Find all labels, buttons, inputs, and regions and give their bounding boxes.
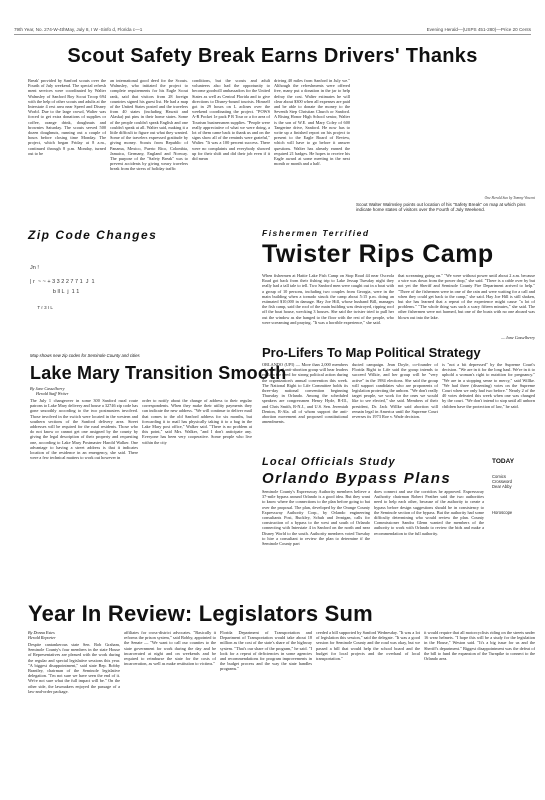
masthead [14, 27, 531, 32]
zip-map-caption: Map shows new zip codes for Seminole County and cities [30, 353, 140, 358]
photo-credit: One Herald Sun by Tommy Vincent [484, 196, 535, 200]
main-headline: Scout Safety Break Earns Drivers' Thanks [67, 45, 478, 67]
twister-col-1: When fishermen at Hattie Lake Fish Camp on Stop Road 44 near Osceola Road got back from their fishing trip to Lake Jessup Tuesday night they really had a tall tale to tell. Two Sanford men were caught out in a boat with a group of 10 persons, including two couples from Georgia, were in the main building when a tornado struck the camp about 5:15 p.m. doing an estimated $10,000 in damage. Hay Joe Hill, whose husband Bill, manages the fish camp, said the roof of the main building was destroyed, ripping roof off the boat house, wrecking 3 houses. She said the twister tried to pull her out the window as she hanged to the floor with the rest of the people, who were screaming and praying. "It was a horrible experience," she said. [262, 273, 394, 325]
zip-headline: Zip Code Changes [28, 228, 158, 242]
zip-map-line-4: T r 3 I L [30, 305, 53, 310]
index-item: Comics [492, 474, 506, 479]
year-review-byline-title: Herald Reporter [28, 635, 56, 640]
year-review-col-4: ceeded a bill supported by Sanford Wednesday. "It was a lot of legislation this session," said the delegate. "It was a good session for Seminole County and the road was okay, but we passed a bill that would help the school board and the budget for local projects and the overhaul of local transportation." [316, 630, 420, 662]
photo-caption: Scout Walter Walmsley points out location of his "Safety Break" on map at which pins indicate home states of visitors over the Fourth of July Weekend. [356, 202, 526, 213]
main-story-col-2: an international good deed for the Scouts. Walmsley, who initiated the project to complete requirements for his Eagle Scout rank, said that visitors from 28 foreign countries signed his guest list. He had a map of the United States posted and the travelers from 40 states (including Hawaii and Alaska) put pins in their home states. Some of the people couldn't speak English and one couldn't speak at all. Walter said, making it a little difficult to figure out what they wanted. Some of the travelers expressed gratitude by giving money. Scouts from Republic of Panama, Mexico, Puerto Rico, Colombia, Jamaica, Germany, England and Norway. The purpose of the "Safety Break" was to prevent accidents by giving weary travelers break from the stress of holiday traffic [110, 78, 188, 172]
main-story-col-3: conditions, but the scouts and adult volunteers also had the opportunity to become goodwill ambassadors for the United States as well as Central Florida and to give directions to Disney-bound tourists. Himself got in 29 hours on L aclines over the weekend coordinating the project. "POWS A-R Pocket 1e pack P R Tour or a for area of Tourism businessmen supplies. "People were really appreciative of what we were doing, a lot of them came back to thank us and on the signs show all of the reminds were grateful," Walter. "It was a 100 percent success. There were no complaints and everybody showed up for their shift and did their job even if it did mean [192, 78, 270, 162]
twister-col-2: that screaming going on." "We were without power until about 2 a.m. because a wire was down from the power drop," she said. "There is a cable over by but not yet the Sheriff and Seminole County Fire Department arrived to help." "Three of the fishermen were in one of the rain and were waiting for a call and when they could get back to the camp," she said. Hay Joe Hill is still shaken, but she has learned that a repeat of the experience might cause "a lot of problems." "The whole thing was such a scary fifteen minutes," she said. The other fishermen were not harmed, but one of the boats with no one aboard was blown out into the lake. [398, 273, 535, 320]
year-review-col-5: it would require that all motorcyclists riding on the streets under 16 wear helmets. "I hope this will be a study for the legislation in the House," Weston said. "It's a big issue for us and the Sheriff's department." Biggest disappointment was the defeat of the bill to fund the expansion of the Turnpike to connect to the Orlando area. [424, 630, 535, 662]
year-review-byline: By Donna Estes [28, 630, 55, 635]
index-item: Dear Abby [492, 484, 512, 490]
masthead-right: Evening Herald—(USPS 451-280)—Price 20 Cents [426, 27, 531, 32]
zip-code-map [30, 255, 180, 335]
masthead-rule [14, 34, 531, 35]
prolife-col-1: ORLANDO (UPI) — More than 2,000 members of a national anti-abortion group will hear leaders explain the need for strong political action during the organization's annual convention this week. The National Right to Life Committee holds its three-day national convention beginning Thursday in Orlando. Among the scheduled speakers are congressmen Henry Hyde, R-Ill., and Chris Smith, R-N.J., and U.S. Sen. Jeremiah Denton, R-Ala. all of whom support the anti-abortion movement and proposed constitutional amendments. [262, 362, 348, 425]
twister-kicker: Fishermen Terrified [262, 228, 370, 238]
zip-map-line-3: b ll L j 1 1 [30, 289, 80, 295]
twister-credit: — Jane Casselberry [501, 335, 535, 340]
lake-mary-headline: Lake Mary Transition Smooth [30, 363, 287, 383]
prolife-headline: Pro-Lifers To Map Political Strategy [262, 345, 481, 360]
bypass-col-2: does connect and use the corridors he approved. Expressway Authority chairman Robert Feather said the two authorities need to help each other, because of the authority to create a bypass before design suggestions should be in consistency to the Seminole section of the bypass. But the authority had some difficulty determining who would review the plan. County Commissioner Sandra Glenn wanted the members of the authority to work with Orlando to review the bids and make a recommendation to the full authority. [374, 489, 484, 536]
lake-mary-byline-title: Herald Staff Writer [36, 391, 69, 396]
zip-map-line-2: | r ~ ~ + 3 3 2 2 7 7 1 J 1 [30, 279, 95, 285]
main-story-col-4: driving 40 miles from Sanford in July we." Although the refreshments were offered free, many put a donation in the jar to help defray the cost. Walter estimates he will clear about $300 when all expenses are paid and be able to donate the money to the Seventh Step Christian Church or Sanford. A Rising Honor High School senior, Walter is the son of W.E. and Mary Coley of 600 Tangerine drive, Sanford. He now has to write up a finished report on his project to present to the Eagle Board of Review, which will have to go before it answer questions. Walter has already earned the required 21 badges. He hopes to receive his Eagle award at some meeting in the next month or month and a half. [274, 78, 350, 167]
prolife-col-3: is "not a bit depressed" by the Supreme Court's decision. "We are in it for the long haul. We're in it to uphold a woman's right to nutrition for pregnancy." "We are in a stopping sense to mercy," said Willke. "We had three (dissenting) votes on the Supreme Court when we only had two before." Nearly 2 of the 40 votes defeated this week when one was changed by the court. "We don't intend to stop until all unborn children have the protection of law," he said. [442, 362, 535, 409]
prolife-col-2: ducted campaign. Jean Doyle, co-founder of Florida Right to Life said the group intends to succeed Wilkie, and her group will be "very active" in the 1984 elections. She said the group will support candidates who are proponents of legislation protecting the unborn. "We don't really target people, we work for the ones we would like to see elected," she said. Members of their president, Dr. Jack Willke said abortion will remain legal in America until the Supreme Court reverses its 1973 Roe v. Wade decision. [352, 362, 438, 420]
bypass-kicker: Local Officials Study [262, 456, 396, 468]
scout-photo [350, 70, 535, 190]
year-review-col-1: Despite cantankerous state Sen. Bob Graham, Seminole County's four members in the state House of Representatives are pleased with the work during the regular and special legislative sessions this year. "A biggest disappointment," said state Rep. Bobby Brantley, chairman of the Seminole legislative delegation. "I'm not sure we have seen the end of it. We're not sure what the full impact will be." On the other side, the lawmakers enjoyed the passage of a law-and-order package. [28, 642, 120, 694]
lake-mary-col-1: The July 1 changeover in some 300 Sanford rural route patrons to Lake Mary delivery and house a 32746 zip code has gone smoothly according to the two postmasters involved. Those involved in the switch were located in the western and southern sections of the Sanford delivery area. Street addresses will be required for the rural residents. Those who do not know or cannot get one assigned by the county by giving the legal description of their property and requesting one, according to Lake Mary Postmaster Harold Walker. One advantage to having a street address is that it indicates location of the residence in an emergency, she said. There were a few technical matters to work out however in [30, 398, 138, 461]
year-review-col-2: affiliates for cross-district advocates. "Basically it reforms the prison system," said Bobby, appointed to the Senate — "We want to call our counties to the state government for work during the day and be incarcerated at night and on weekends and be required to reimburse the state for the costs of incarceration, as well as make restitution to victims." [124, 630, 216, 667]
lake-mary-col-2: order to notify about the change of address to their regular correspondents. When they make their utility payments they can indicate the new address. "We will continue to deliver mail that comes to the old Sanford address for six months, but forwarding it to mail has physically taking it to a bag in the Lake Mary post office," Walker said. "There is no problem at this point," said Mrs. Walker, "and I don't anticipate any. Everyone has been very cooperative. Some people who live within the city [142, 398, 252, 445]
twister-headline: Twister Rips Camp [262, 240, 494, 268]
year-review-col-3: Florida Department of Transportation and Department of Transportation would take about 18 million as the cost of the state's share of the highway system. "That's our share of the program," he said. "I look for a repeat of deficiencies in some agencies and recommendations for program improvements in the budget process and the way the state handles programs." [220, 630, 312, 672]
index-item: Crossword [492, 479, 513, 485]
lake-mary-byline: By Jane Casselberry [30, 386, 65, 391]
year-review-headline: Year In Review: Legislators Sum [28, 601, 373, 626]
main-story-col-1: Break' provided by Sanford scouts over the Fourth of July weekend. The special refresh ment services were coordinated by Walter Walmsley of Sanford Boy Scout Troop 694 with the help of other scouts and adults at the Interstate 4 rest area near Speed and Disney World. Due to the large crowd, Walter was forced to get extra donations of supplies or coffee, orange drink, doughnuts and brownies Saturday. The scouts served 500 dozen doughnuts, running out a couple of hours before closing time Monday. The project, which began Friday at 8 a.m., continued through 8 p.m. Monday, turned out to be [28, 78, 106, 156]
today-index [492, 474, 536, 515]
index-item: Horoscope [492, 509, 513, 515]
bypass-col-1: Seminole County's Expressway Authority members believe a 37-mile bypass around Orlando is a good idea. But they want to know where the connections to the plan before going to bat over the proposal. The plan, developed by the Orange County Expressway Authority Corp., by Orlando engineering consultants Post, Buckley, Schuh and Jernigan, calls for construction of a bypass to the west and south of Orlando connecting with Interstate 4 in Sanford on the north and near Disney World to the south. Authority members voted Tuesday to hire a consultant to review the plan to determine if the Seminole County part [262, 489, 370, 547]
zip-map-line-1: Jn ! [30, 265, 39, 271]
masthead-left: 79th Year, No. 274-W-4thMay, July 8, I W -Sinfo d, Florida c—1 [14, 27, 143, 32]
bypass-headline: Orlando Bypass Plans [262, 470, 452, 487]
today-label: TODAY [492, 458, 515, 465]
